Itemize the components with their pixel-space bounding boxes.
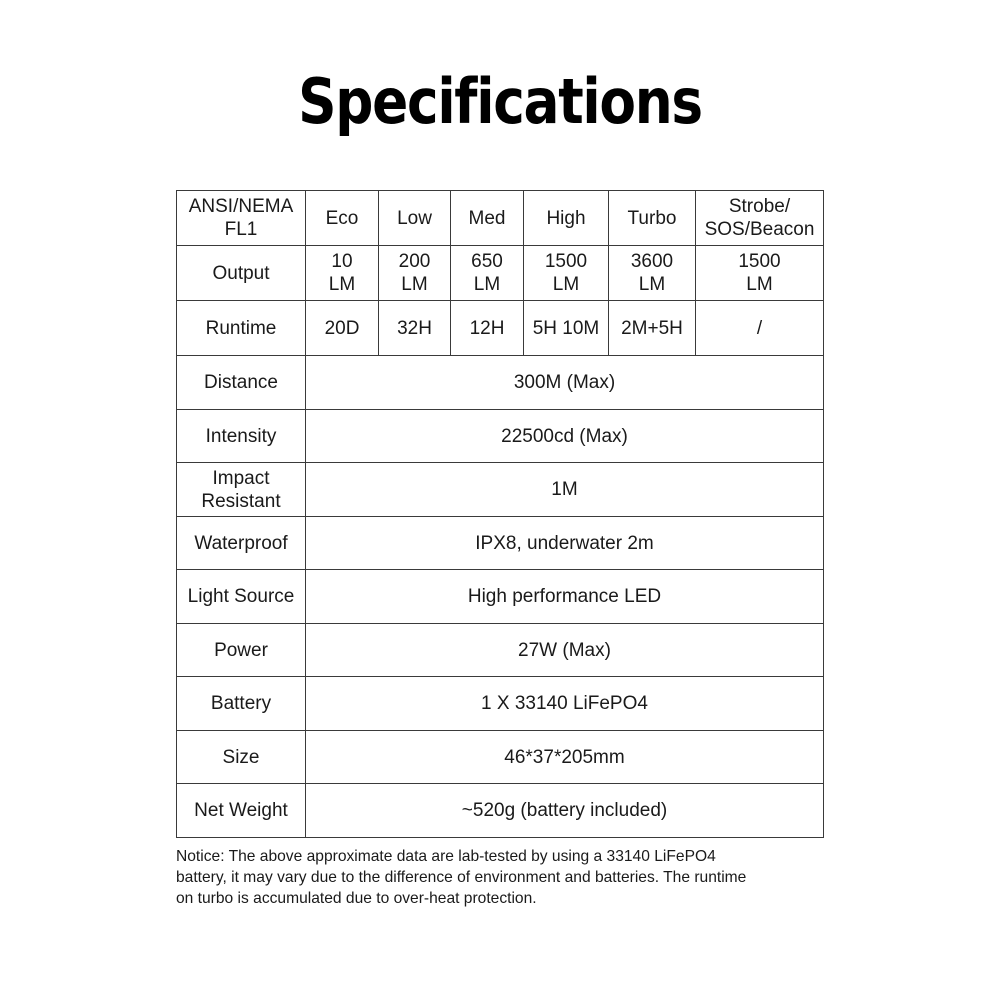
row-label-distance: Distance <box>177 356 306 410</box>
output-cell-eco <box>306 246 379 301</box>
row-label-line2: Resistant <box>201 490 281 512</box>
output-unit: LM <box>638 274 666 295</box>
output-cell-high <box>524 246 609 301</box>
runtime-cell-med: 12H <box>451 301 524 356</box>
mode-header-low: Low <box>379 191 451 246</box>
runtime-cell-turbo: 2M+5H <box>609 301 696 356</box>
row-value-battery: 1 X 33140 LiFePO4 <box>306 677 824 731</box>
notice-line: Notice: The above approximate data are lab-tested by using a 33140 LiFePO4 <box>176 848 716 865</box>
row-label-intensity: Intensity <box>177 410 306 463</box>
output-value: 1500 <box>544 251 588 272</box>
output-unit: LM <box>552 274 580 295</box>
output-value: 3600 <box>630 251 674 272</box>
row-label-output: Output <box>177 246 306 301</box>
output-unit: LM <box>473 274 501 295</box>
row-value-net-weight: ~520g (battery included) <box>306 784 824 838</box>
runtime-cell-low: 32H <box>379 301 451 356</box>
mode-header-strobe <box>696 191 824 246</box>
table-row <box>177 677 824 731</box>
output-value: 1500 <box>738 251 781 272</box>
runtime-cell-high: 5H 10M <box>524 301 609 356</box>
row-value-light-source: High performance LED <box>306 570 824 624</box>
row-label-power: Power <box>177 624 306 677</box>
row-label-waterproof: Waterproof <box>177 517 306 570</box>
row-label-line1: Impact <box>212 467 270 489</box>
specifications-table <box>176 190 824 838</box>
table-row <box>177 410 824 463</box>
output-cell-low <box>379 246 451 301</box>
runtime-row <box>177 301 824 356</box>
output-row <box>177 246 824 301</box>
mode-header-turbo: Turbo <box>609 191 696 246</box>
table-row <box>177 356 824 410</box>
output-cell-turbo <box>609 246 696 301</box>
table-row <box>177 784 824 838</box>
output-value: 650 <box>471 251 503 272</box>
row-value-size: 46*37*205mm <box>306 731 824 784</box>
table-row <box>177 570 824 624</box>
table-row <box>177 517 824 570</box>
output-cell-med <box>451 246 524 301</box>
output-unit: LM <box>401 274 428 295</box>
header-label-line2: FL1 <box>224 219 258 240</box>
table-row <box>177 463 824 517</box>
mode-header-high: High <box>524 191 609 246</box>
row-label-impact-resistant <box>177 463 306 517</box>
runtime-cell-strobe: / <box>696 301 824 356</box>
output-value: 200 <box>398 251 431 272</box>
row-value-power: 27W (Max) <box>306 624 824 677</box>
page-title: Specifications <box>298 65 702 138</box>
output-cell-strobe <box>696 246 824 301</box>
row-label-battery: Battery <box>177 677 306 731</box>
runtime-cell-eco: 20D <box>306 301 379 356</box>
row-value-intensity: 22500cd (Max) <box>306 410 824 463</box>
mode-header-med: Med <box>451 191 524 246</box>
table-row <box>177 731 824 784</box>
output-unit: LM <box>746 274 773 295</box>
row-label-net-weight: Net Weight <box>177 784 306 838</box>
mode-header-strobe-line2: SOS/Beacon <box>704 219 815 240</box>
header-label-line1: ANSI/NEMA <box>188 196 294 217</box>
row-label-runtime: Runtime <box>177 301 306 356</box>
row-label-light-source: Light Source <box>177 570 306 624</box>
row-value-waterproof: IPX8, underwater 2m <box>306 517 824 570</box>
header-label-cell <box>177 191 306 246</box>
notice-line: battery, it may vary due to the difference of environment and batteries. The runtime <box>176 869 747 886</box>
output-unit: LM <box>328 274 356 295</box>
row-value-distance: 300M (Max) <box>306 356 824 410</box>
output-value: 10 <box>331 251 353 272</box>
row-value-impact-resistant: 1M <box>306 463 824 517</box>
notice-text <box>176 846 828 909</box>
mode-header-eco: Eco <box>306 191 379 246</box>
mode-header-strobe-line1: Strobe/ <box>728 196 791 217</box>
row-label-size: Size <box>177 731 306 784</box>
header-row <box>177 191 824 246</box>
table-row <box>177 624 824 677</box>
notice-line: on turbo is accumulated due to over-heat protection. <box>176 890 537 907</box>
